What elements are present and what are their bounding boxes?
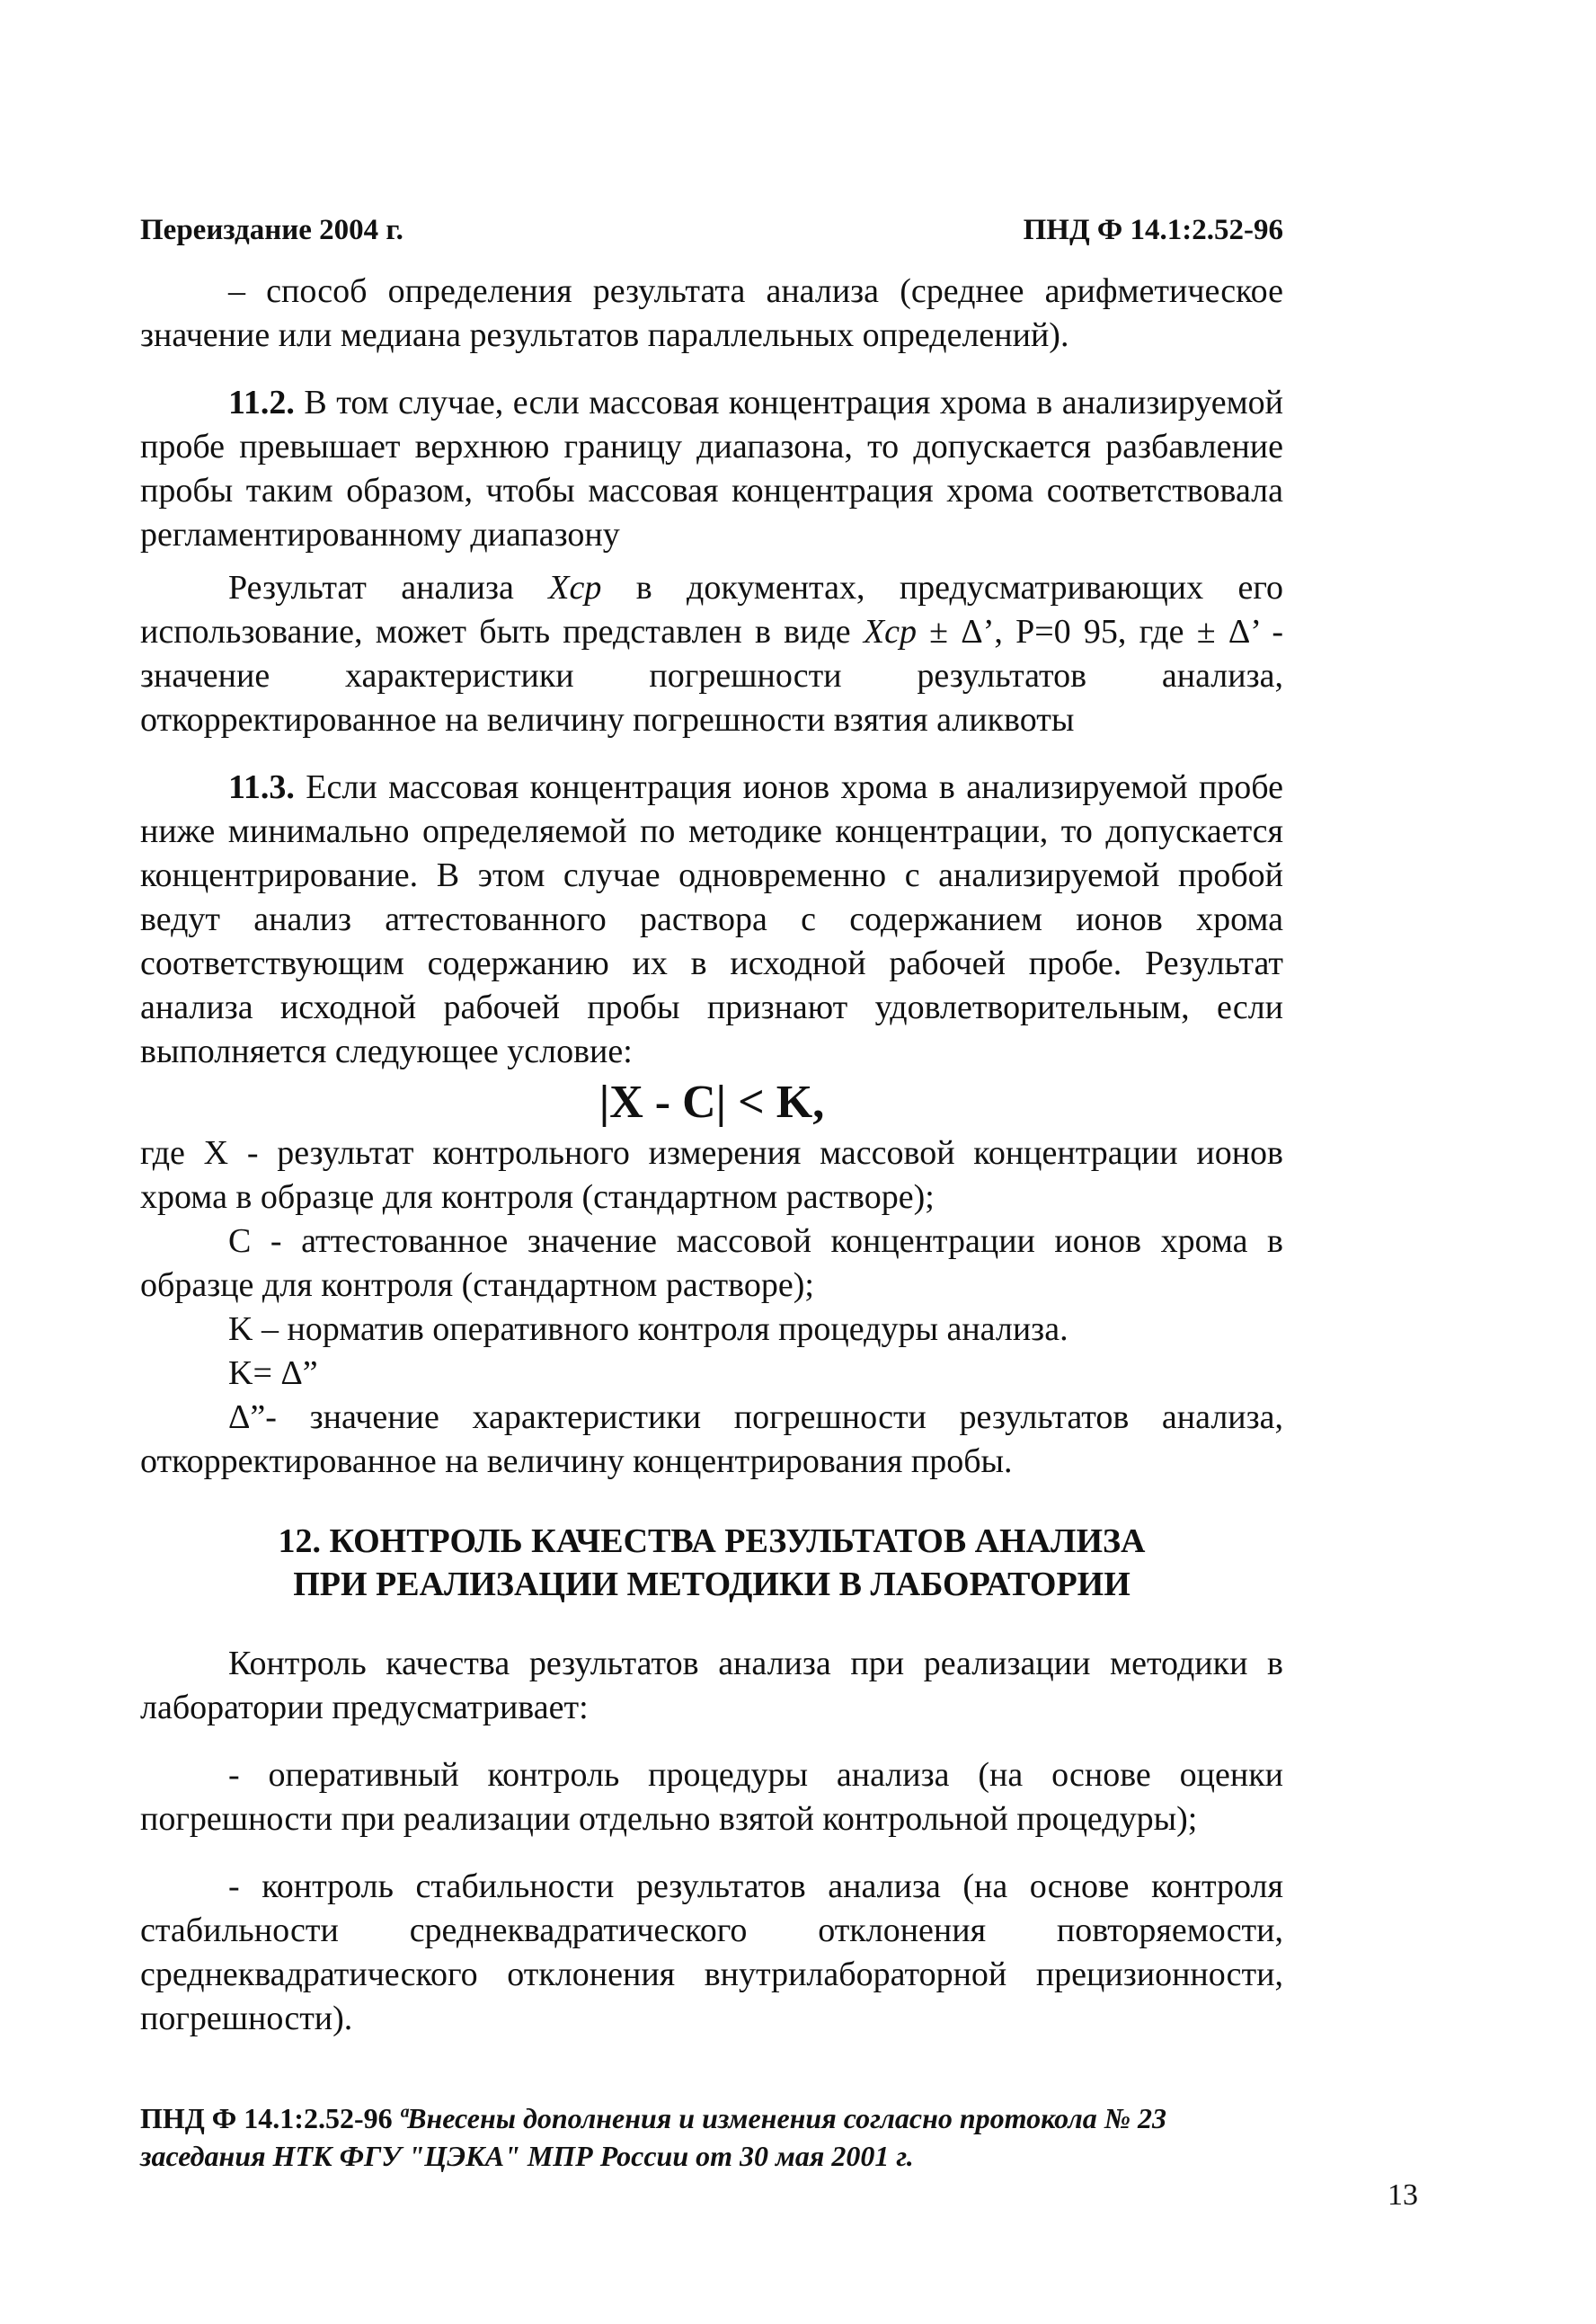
paragraph-delta: Δ”- значение характеристики погрешности результатов анализа, откорректированное на величину концентрирования пробы. [140, 1398, 1283, 1480]
footnote-text: ªВнесены дополнения и изменения согласно протокола № 23 заседания НТК ФГУ "ЦЭКА" МПР России от 30 мая 2001 г. [140, 2102, 1167, 2172]
paragraph-11-3 [140, 766, 1283, 1074]
document-code: ПНД Ф 14.1:2.52-96 [1023, 214, 1283, 246]
paragraph-11-2 [140, 381, 1283, 557]
text-run: в документах, предусматривающих его использование, может быть представлен в виде [140, 569, 1283, 651]
text-run: ± Δ’, P=0 95, где ± Δ’ - значение характеристики погрешности результатов анализа, откорректированное на величину погрешности взятия аликвоты [140, 613, 1283, 739]
list-item-operative-control: - оперативный контроль процедуры анализа (на основе оценки погрешности при реализации отдельно взятой контрольной процедуры); [140, 1756, 1283, 1838]
section-heading-line1: 12. КОНТРОЛЬ КАЧЕСТВА РЕЗУЛЬТАТОВ АНАЛИЗА [278, 1522, 1146, 1560]
clause-text: В том случае, если массовая концентрация хрома в анализируемой пробе превышает верхнюю границу диапазона, то допускается разбавление пробы таким образом, чтобы массовая концентрация хрома соответствовала регламентированному диапазону [140, 384, 1283, 554]
clause-text: Если массовая концентрация ионов хрома в анализируемой пробе ниже минимально определяемой по методике концентрации, то допускается концентрирование. В этом случае одновременно с анализируемой пробой ведут анализ аттестованного раствора с содержанием ионов хрома соответствующим содержанию их в исходной рабочей пробе. Результат анализа исходной рабочей пробы признают удовлетворительным, если выполняется следующее условие: [140, 768, 1283, 1070]
text-run: Результат анализа [228, 569, 549, 607]
clause-number: 11.3. [228, 768, 295, 806]
paragraph-method: – способ определения результата анализа (среднее арифметическое значение или медиана результатов параллельных определений). [140, 272, 1283, 354]
paragraph-c: C - аттестованное значение массовой концентрации ионов хрома в образце для контроля (стандартном растворе); [140, 1222, 1283, 1304]
paragraph-where-x: где X - результат контрольного измерения массовой концентрации ионов хрома в образце для контроля (стандартном растворе); [140, 1134, 1283, 1216]
formula: |X - C| < K, [598, 1077, 825, 1128]
paragraph-k: K – норматив оперативного контроля процедуры анализа. [228, 1310, 1068, 1348]
paragraph-quality-control: Контроль качества результатов анализа при реализации методики в лаборатории предусматривает: [140, 1645, 1283, 1726]
footnote-doc-code: ПНД Ф 14.1:2.52-96 [140, 2102, 400, 2134]
footnote [140, 2099, 1283, 2175]
reissue-note: Переиздание 2004 г. [140, 214, 403, 246]
section-heading-line2: ПРИ РЕАЛИЗАЦИИ МЕТОДИКИ В ЛАБОРАТОРИИ [293, 1566, 1130, 1603]
page-number: 13 [1388, 2178, 1418, 2212]
body-text [140, 270, 1283, 2041]
paragraph-k-eq: K= Δ” [228, 1354, 318, 1392]
paragraph-result [140, 566, 1283, 742]
variable-xcp: Xср [548, 569, 602, 607]
clause-number: 11.2. [228, 384, 295, 421]
variable-xcp: Xср [863, 613, 917, 651]
list-item-stability-control: - контроль стабильности результатов анализа (на основе контроля стабильности среднеквадратического отклонения повторяемости, среднеквадратического отклонения внутрилабораторной прецизионности, погрешности). [140, 1867, 1283, 2037]
